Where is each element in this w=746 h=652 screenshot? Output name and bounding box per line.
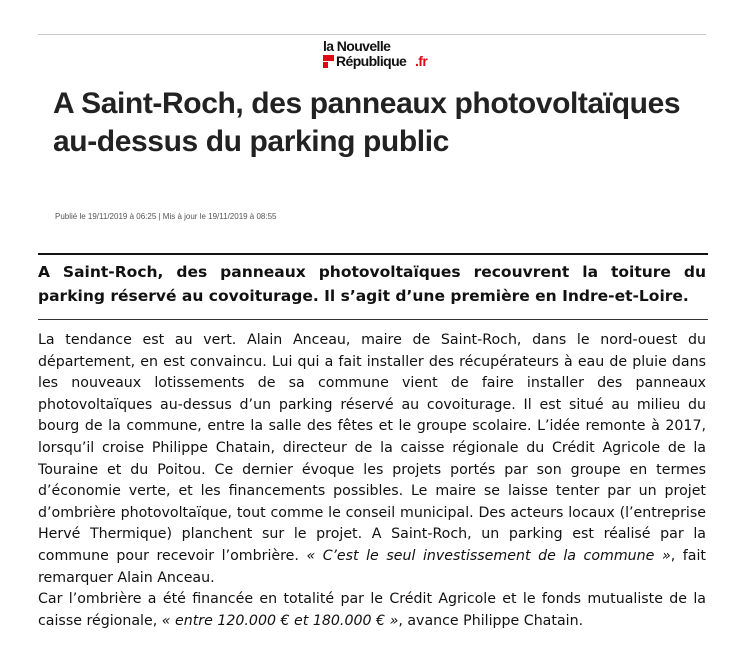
lead-top-rule [38, 253, 708, 255]
paragraph-1-text: La tendance est au vert. Alain Anceau, maire de Saint-Roch, dans le nord-ouest du département, en est convaincu. Lui qui a fait installer des récupérateurs à eau de pluie dans les nouveaux lotissements de sa commune vient de faire installer des panneaux photovoltaïques au-dessus d’un parking réservé au covoiturage. Il est situé au milieu du bourg de la commune, entre la salle des fêtes et le groupe scolaire. L’idée remonte à 2017, lorsqu’il croise Philippe Chatain, directeur de la caisse régionale du Crédit Agricole de la Touraine et du Poitou. Ce dernier évoque les projets portés par son groupe en termes d’économie verte, et les financements possibles. Le maire se laisse tenter par un projet d’ombrière photovoltaïque, tout comme le conseil municipal. Des acteurs locaux (l’entreprise Hervé Thermique) planchent sur le projet. A Saint-Roch, un parking est réalisé par la commune pour recevoir l’ombrière. [38, 332, 706, 564]
logo-mark-icon [323, 55, 334, 68]
lead-bottom-rule [38, 319, 708, 320]
paragraph-2-tail: , avance Philippe Chatain. [398, 612, 584, 629]
paragraph-2-text: Car l’ombrière a été financée en totalité par le Crédit Agricole et le fonds mutualiste de la caisse régionale, [38, 591, 706, 629]
paragraph-1-tail: , fait remarquer Alain Anceau. [38, 547, 706, 586]
paragraph-1 [38, 330, 706, 589]
site-logo[interactable] [323, 38, 443, 72]
logo-tld: .fr [415, 53, 428, 69]
logo-line-1: la Nouvelle [323, 38, 391, 54]
quote-amount: « entre 120.000 € et 180.000 € » [161, 612, 399, 629]
header-divider [38, 34, 706, 35]
paragraph-2 [38, 589, 706, 632]
article-lead: A Saint-Roch, des panneaux photovoltaïques recouvrent la toiture du parking réservé au covoiturage. Il s’agit d’une première en Indre-et-Loire. [38, 263, 706, 305]
quote-mayor: « C’est le seul investissement de la commune » [306, 547, 671, 564]
article-body [38, 330, 706, 632]
logo-name: République [336, 53, 407, 69]
article-headline: A Saint-Roch, des panneaux photovoltaïques au-dessus du parking public [53, 87, 681, 158]
publication-dates: Publié le 19/11/2019 à 06:25 | Mis à jour le 19/11/2019 à 08:55 [55, 212, 277, 221]
